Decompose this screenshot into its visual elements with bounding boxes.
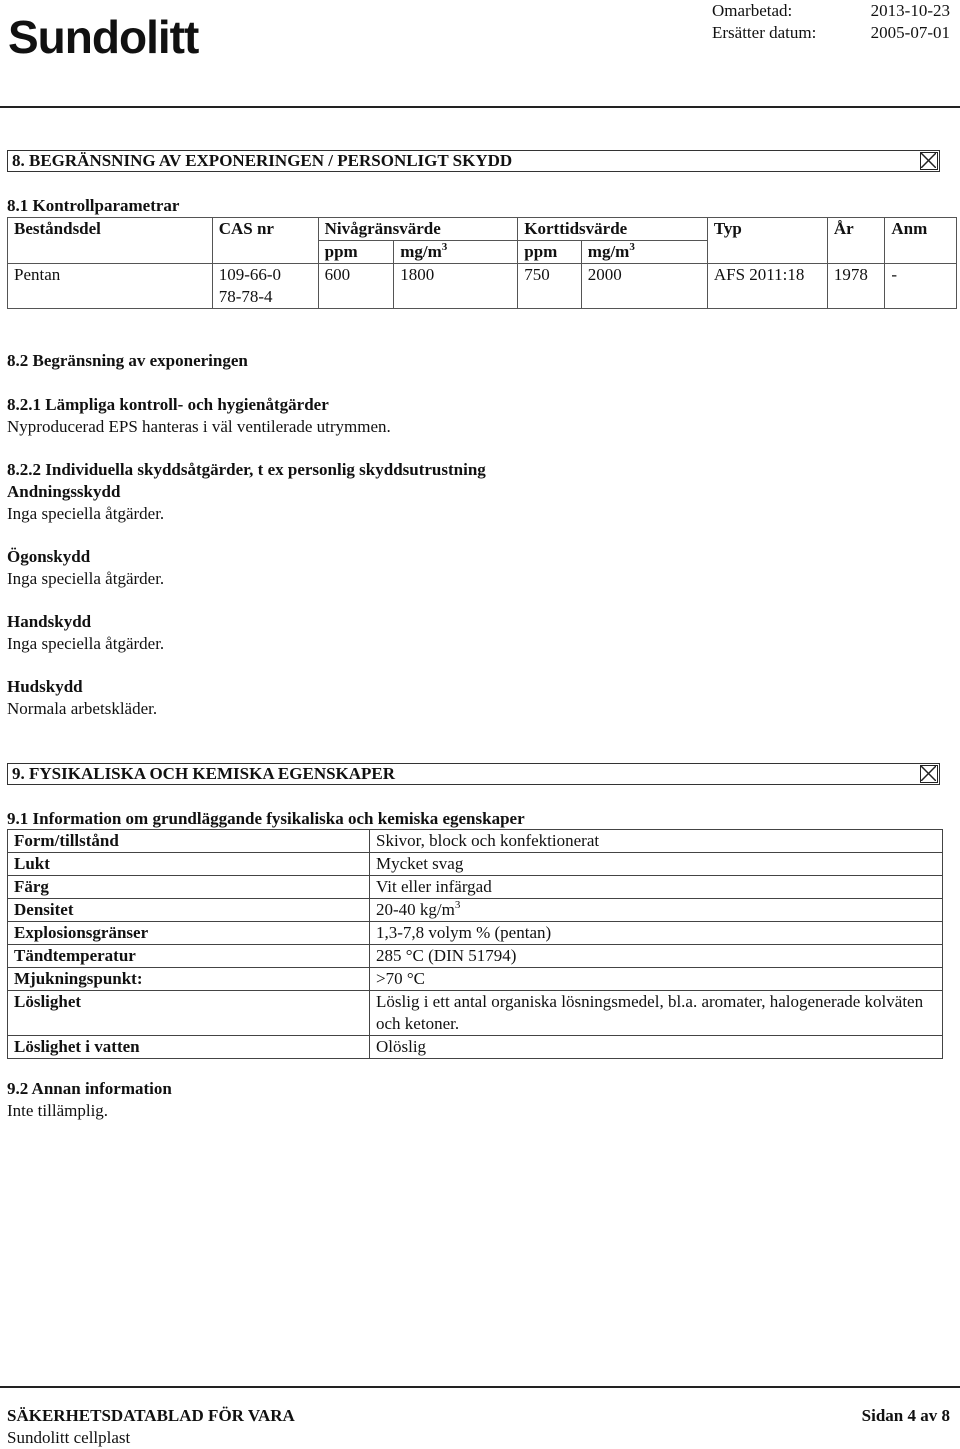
section-8-title: 8. BEGRÄNSNING AV EXPONERINGEN / PERSONLIGT SKYDD	[12, 151, 513, 170]
page-number: Sidan 4 av 8	[861, 1406, 950, 1425]
replaces-label: Ersätter datum:	[712, 23, 817, 42]
document-title: SÄKERHETSDATABLAD FÖR VARA	[7, 1406, 295, 1425]
checked-box-icon	[920, 765, 938, 783]
subsection-8-1: 8.1 Kontrollparametrar	[7, 196, 180, 215]
prop-key: Färg	[8, 876, 370, 899]
replaces-date: 2005-07-01	[870, 23, 950, 42]
subsection-8-2: 8.2 Begränsning av exponeringen	[7, 351, 248, 370]
cell-short-ppm: 750	[518, 264, 582, 309]
prop-key: Explosionsgränser	[8, 922, 370, 945]
table-row	[8, 991, 943, 1036]
revised-date: 2013-10-23	[870, 1, 950, 20]
subsection-9-2: 9.2 Annan information	[7, 1079, 172, 1098]
prop-key: Lukt	[8, 853, 370, 876]
skin-heading: Hudskydd	[7, 677, 83, 696]
prop-value: Skivor, block och konfektionerat	[370, 830, 943, 853]
hand-text: Inga speciella åtgärder.	[7, 634, 165, 653]
section-8-header	[7, 150, 940, 172]
th-type: Typ	[707, 218, 827, 264]
cell-short-mg: 2000	[581, 264, 707, 309]
table-row	[8, 1036, 943, 1059]
cell-level-ppm: 600	[318, 264, 394, 309]
subsection-9-1: 9.1 Information om grundläggande fysikaliska och kemiska egenskaper	[7, 809, 525, 828]
prop-value: 20-40 $kg/m^3$	[370, 899, 943, 922]
th-level: Nivågränsvärde	[318, 218, 518, 241]
revised-label: Omarbetad:	[712, 1, 793, 20]
prop-value: 1,3-7,8 volym % (pentan)	[370, 922, 943, 945]
table-row	[8, 830, 943, 853]
th-component: Beståndsdel	[8, 218, 213, 264]
th-note: Anm	[885, 218, 957, 264]
prop-key: Löslighet	[8, 991, 370, 1036]
prop-key: Tändtemperatur	[8, 945, 370, 968]
prop-value: Olöslig	[370, 1036, 943, 1059]
table-row	[8, 922, 943, 945]
cell-level-mg: 1800	[394, 264, 518, 309]
footer-rule	[0, 1386, 960, 1388]
cell-component: Pentan	[8, 264, 213, 309]
prop-key: Form/tillstånd	[8, 830, 370, 853]
prop-value: Vit eller infärgad	[370, 876, 943, 899]
section-9-header	[7, 763, 940, 785]
prop-key: Löslighet i vatten	[8, 1036, 370, 1059]
subsection-8-2-1: 8.2.1 Lämpliga kontroll- och hygienåtgärder	[7, 395, 329, 414]
respiratory-text: Inga speciella åtgärder.	[7, 504, 165, 523]
prop-value: Löslig i ett antal organiska lösningsmedel, bl.a. aromater, halogenerade kolväten och ketoner.	[370, 991, 943, 1036]
th-short-ppm: ppm	[518, 241, 582, 264]
product-name: Sundolitt cellplast	[7, 1428, 131, 1447]
cell-year: 1978	[827, 264, 884, 309]
prop-value: 285 °C (DIN 51794)	[370, 945, 943, 968]
th-year: År	[827, 218, 884, 264]
section-9-title: 9. FYSIKALISKA OCH KEMISKA EGENSKAPER	[12, 764, 396, 783]
skin-text: Normala arbetskläder.	[7, 699, 158, 718]
table-row	[8, 899, 943, 922]
table-row	[8, 876, 943, 899]
table-row	[8, 968, 943, 991]
cell-cas: 109-66-0 78-78-4	[212, 264, 318, 309]
hygiene-text: Nyproducerad EPS hanteras i väl ventilerade utrymmen.	[7, 417, 391, 436]
properties-table	[7, 829, 943, 1059]
th-short: Korttidsvärde	[518, 218, 708, 241]
table-row	[8, 945, 943, 968]
table-row	[8, 264, 957, 309]
eye-text: Inga speciella åtgärder.	[7, 569, 165, 588]
header-rule	[0, 106, 960, 108]
hand-heading: Handskydd	[7, 612, 92, 631]
prop-key: Mjukningspunkt:	[8, 968, 370, 991]
cell-type: AFS 2011:18	[707, 264, 827, 309]
checked-box-icon	[920, 152, 938, 170]
th-level-ppm: ppm	[318, 241, 394, 264]
eye-heading: Ögonskydd	[7, 547, 91, 566]
prop-key: Densitet	[8, 899, 370, 922]
subsection-8-2-2: 8.2.2 Individuella skyddsåtgärder, t ex personlig skyddsutrustning	[7, 460, 486, 479]
other-info-text: Inte tillämplig.	[7, 1101, 109, 1120]
respiratory-heading: Andningsskydd	[7, 482, 121, 501]
company-logo: Sundolitt	[8, 11, 199, 63]
th-level-mg: $mg/m^3$	[394, 241, 518, 264]
table-row	[8, 853, 943, 876]
th-cas: CAS nr	[212, 218, 318, 264]
revision-info	[712, 0, 950, 44]
cell-note: -	[885, 264, 957, 309]
prop-value: Mycket svag	[370, 853, 943, 876]
th-short-mg: $mg/m^3$	[581, 241, 707, 264]
control-parameters-table	[7, 217, 957, 309]
prop-value: >70 °C	[370, 968, 943, 991]
footer-left	[7, 1405, 295, 1449]
